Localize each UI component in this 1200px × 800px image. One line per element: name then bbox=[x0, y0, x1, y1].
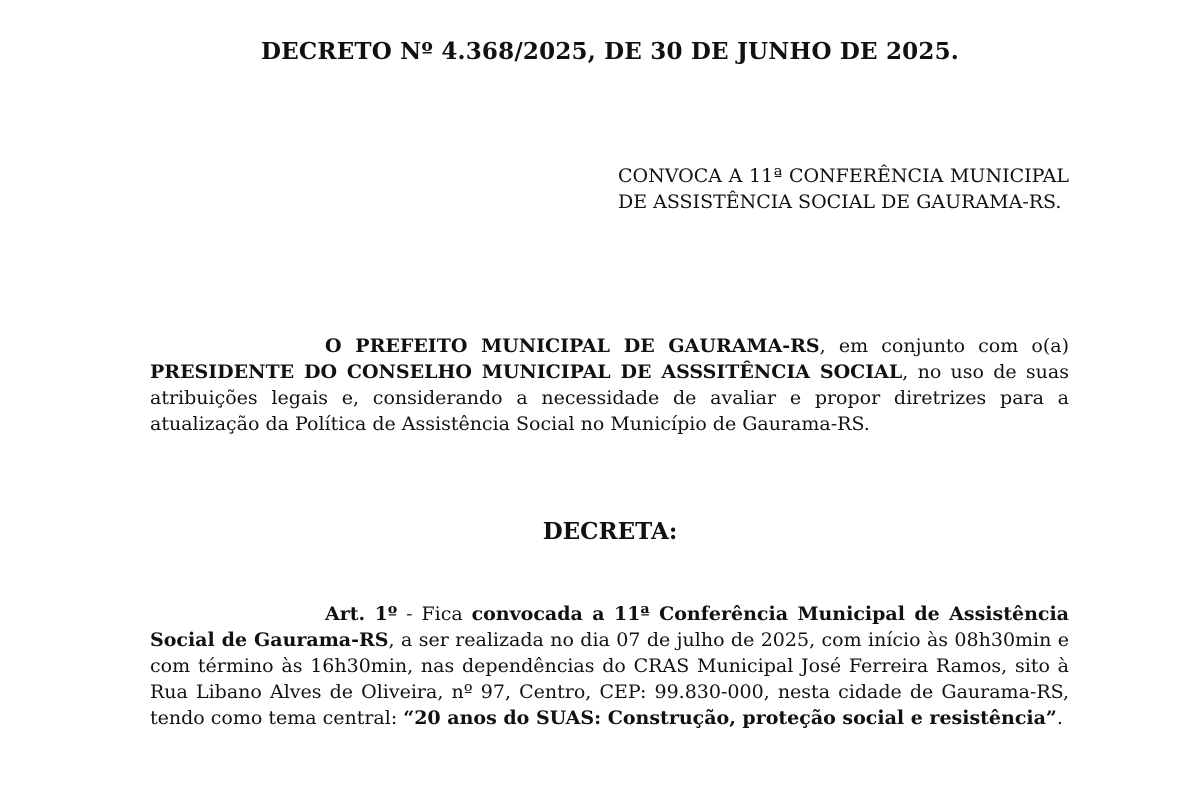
article-1-dash: - bbox=[397, 603, 422, 625]
article-1-label: Art. 1º bbox=[325, 603, 398, 625]
intro-mayor-text: O PREFEITO MUNICIPAL DE GAURAMA-RS bbox=[325, 335, 820, 357]
intro-text-2: , no uso de suas atribuições legais e, considerando a necessidade de avaliar e propor diretrizes para a atualização da Política de Assistência Social no Município de Gaurama-RS. bbox=[150, 361, 1069, 435]
article-1-text-b: , a ser realizada no dia 07 de julho de 2025, com início às 08h30min e com término às 16h30min, nas dependências do CRAS Municipal José Ferreira Ramos, sito à Rua Libano Alves de Oliveira, nº 97, Centro, CEP: 99.830-000, nesta cidade de Gaurama-RS, tendo como tema central: bbox=[150, 629, 1070, 729]
article-1-text-a: Fica bbox=[421, 603, 472, 625]
intro-council-text: PRESIDENTE DO CONSELHO MUNICIPAL DE ASSSITÊNCIA SOCIAL bbox=[150, 361, 903, 383]
article-1-end: . bbox=[1056, 707, 1063, 729]
intro-paragraph bbox=[150, 333, 1069, 437]
article-1-theme: “20 anos do SUAS: Construção, proteção social e resistência” bbox=[403, 707, 1057, 729]
decreta-heading: DECRETA: bbox=[542, 518, 678, 545]
article-1-paragraph bbox=[150, 601, 1069, 731]
decree-title: DECRETO Nº 4.368/2025, DE 30 DE JUNHO DE 2025. bbox=[261, 38, 959, 65]
intro-text-1: , em conjunto com o(a) bbox=[819, 335, 1069, 357]
decree-ementa: CONVOCA A 11ª CONFERÊNCIA MUNICIPAL DE ASSISTÊNCIA SOCIAL DE GAURAMA-RS. bbox=[618, 165, 1069, 213]
article-1-convocation: convocada a 11ª Conferência Municipal de Assistência Social de Gaurama-RS bbox=[150, 603, 1069, 651]
